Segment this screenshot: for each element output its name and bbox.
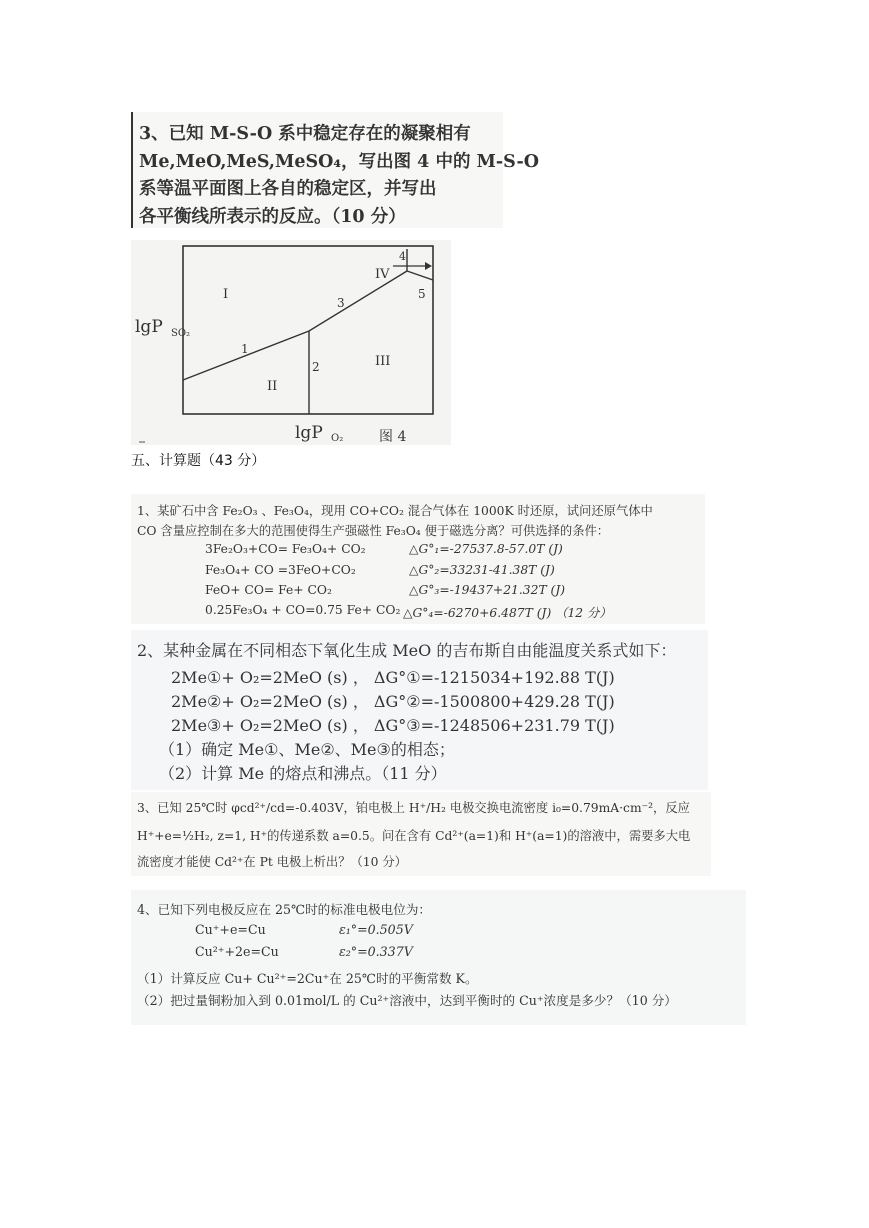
line-4-label: 4: [399, 250, 406, 263]
x-axis-label-sub: O₂: [331, 433, 344, 444]
region-4-label: IV: [375, 267, 390, 282]
y-axis-label-sub: SO₂: [171, 328, 191, 339]
line-3-label: 3: [337, 296, 345, 310]
boundary-line-5: [407, 271, 433, 280]
c3-line-2: H⁺+e=½H₂, z=1, H⁺的传递系数 a=0.5。问在含有 Cd²⁺(a=1)和 H⁺(a=1)的溶液中，需要多大电: [137, 829, 691, 843]
boundary-line-1-3: [183, 271, 407, 380]
calc-question-3: [131, 792, 711, 876]
q3-line-1: 3、已知 M-S-O 系中稳定存在的凝聚相有: [139, 124, 471, 144]
c1-dg-3: △G°₃=-19437+21.32T (J): [409, 583, 566, 597]
line-2-label: 2: [312, 360, 320, 374]
y-axis-label: lgP: [135, 317, 163, 337]
c4-potential-2: ε₂°=0.337V: [339, 944, 413, 959]
c2-sub-1: （1）确定 Me①、Me②、Me③的相态；: [159, 740, 455, 759]
phase-diagram: [131, 240, 451, 445]
c1-reaction-4: 0.25Fe₃O₄ + CO=0.75 Fe+ CO₂: [205, 603, 401, 617]
c1-dg-4: △G°₄=-6270+6.487T (J) （12 分）: [403, 606, 612, 620]
c2-intro: 2、某种金属在不同相态下氧化生成 MeO 的吉布斯自由能温度关系式如下：: [137, 641, 677, 660]
q3-line-2: Me,MeO,MeS,MeSO₄，写出图 4 中的 M-S-O: [139, 152, 539, 172]
c2-reaction-2: 2Me②+ O₂=2MeO (s) ， ΔG°②=-1500800+429.28 T(J): [171, 692, 615, 711]
x-axis-label: lgP: [295, 423, 323, 443]
calc-question-1: [131, 494, 705, 624]
c4-potential-1: ε₁°=0.505V: [339, 922, 413, 937]
c1-reaction-1: 3Fe₂O₃+CO= Fe₃O₄+ CO₂: [205, 542, 366, 556]
c1-intro-1: 1、某矿石中含 Fe₂O₃ 、Fe₃O₄，现用 CO+CO₂ 混合气体在 1000K 时还原，试问还原气体中: [137, 504, 653, 518]
c1-reaction-2: Fe₃O₄+ CO =3FeO+CO₂: [205, 563, 356, 577]
calc-question-4: [131, 890, 746, 1025]
figure-4: [131, 240, 451, 445]
diagram-frame: [183, 246, 433, 414]
q3-line-4: 各平衡线所表示的反应。（10 分）: [139, 207, 406, 227]
c4-intro: 4、已知下列电极反应在 25℃时的标准电极电位为：: [137, 902, 432, 917]
arrow-head: [425, 262, 432, 270]
q3-line-3: 系等温平面图上各自的稳定区，并写出: [139, 179, 437, 199]
c4-reaction-2: Cu²⁺+2e=Cu: [195, 944, 279, 959]
line-5-label: 5: [418, 287, 426, 301]
question-3-block: [131, 112, 539, 228]
c2-reaction-1: 2Me①+ O₂=2MeO (s) ， ΔG°①=-1215034+192.88 T(J): [171, 668, 615, 687]
figure-caption: 图 4: [379, 429, 407, 445]
c4-sub-2: （2）把过量铜粉加入到 0.01mol/L 的 Cu²⁺溶液中，达到平衡时的 Cu⁺浓度是多少？（10 分）: [137, 993, 677, 1008]
region-3-label: III: [375, 354, 391, 369]
c1-dg-1: △G°₁=-27537.8-57.0T (J): [409, 542, 563, 556]
line-1-label: 1: [241, 342, 249, 356]
c2-reaction-3: 2Me③+ O₂=2MeO (s) ， ΔG°③=-1248506+231.79 T(J): [171, 716, 615, 735]
region-1-label: I: [223, 287, 229, 302]
c1-intro-2: CO 含量应控制在多大的范围使得生产强磁性 Fe₃O₄ 便于磁选分离？可供选择的条件：: [137, 524, 610, 538]
c3-line-3: 流密度才能使 Cd²⁺在 Pt 电极上析出？（10 分）: [137, 855, 407, 869]
section-5-heading: 五、计算题（43 分）: [131, 453, 266, 469]
region-2-label: II: [267, 379, 278, 394]
c4-sub-1: （1）计算反应 Cu+ Cu²⁺=2Cu⁺在 25℃时的平衡常数 K。: [137, 971, 478, 986]
c1-dg-2: △G°₂=33231-41.38T (J): [409, 563, 555, 577]
c2-sub-2: （2）计算 Me 的熔点和沸点。（11 分）: [159, 764, 447, 783]
calc-question-2: [131, 630, 708, 790]
c3-line-1: 3、已知 25℃时 φcd²⁺/cd=-0.403V，铂电极上 H⁺/H₂ 电极交换电流密度 i₀=0.79mA·cm⁻²，反应: [137, 801, 690, 815]
c1-reaction-3: FeO+ CO= Fe+ CO₂: [205, 583, 332, 597]
c4-reaction-1: Cu⁺+e=Cu: [195, 922, 266, 937]
